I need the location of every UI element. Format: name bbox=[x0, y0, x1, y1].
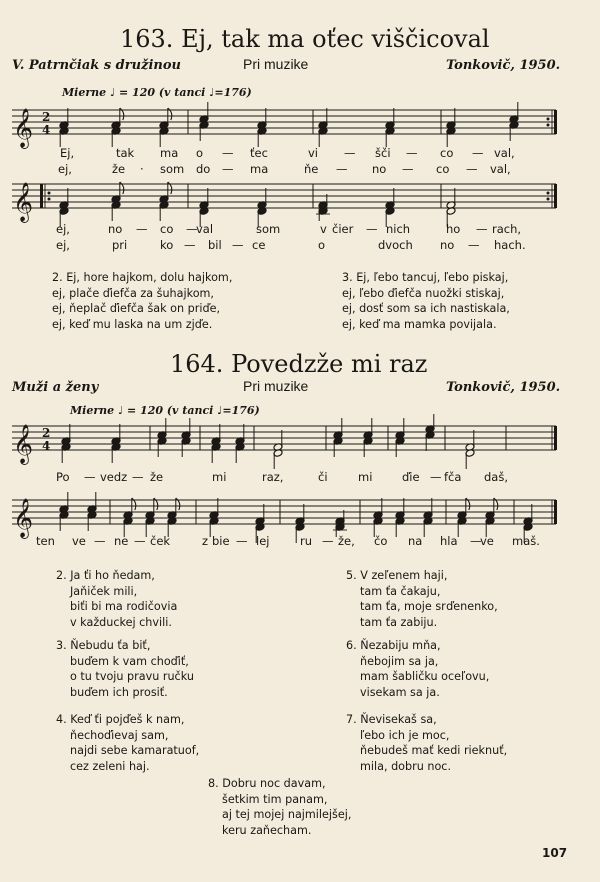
lyric-syllable: — bbox=[132, 470, 144, 484]
repeat-dot bbox=[547, 118, 550, 121]
lyric-syllable: — bbox=[134, 534, 146, 548]
lyric-syllable: o bbox=[318, 238, 326, 252]
lyric-syllable: val bbox=[196, 222, 214, 236]
lyric-syllable: no bbox=[440, 238, 455, 252]
lyric-syllable: ne bbox=[114, 534, 129, 548]
lyric-syllable: ťec bbox=[250, 146, 268, 160]
lyric-syllable: — bbox=[366, 222, 378, 236]
treble-clef-icon: 𝄞 bbox=[13, 424, 34, 464]
lyric-syllable: dvoch bbox=[378, 238, 413, 252]
song-163-stanza-3: 3. Ej, ľebo tancuj, ľebo piskaj, ej, ľebo ďiefča nuožki stiskaj, ej, dosť som sa ich nastiskala, ej, keď ma mamka povijala. bbox=[342, 271, 510, 331]
song-164-lyrics-row2 bbox=[0, 534, 600, 552]
lyric-syllable: bie bbox=[212, 534, 230, 548]
lyric-syllable: — bbox=[472, 146, 484, 160]
song-164-stanza-8: 8. Dobru noc davam, šetkim tim panam, aj tej mojej najmilejšej, keru zaňecham. bbox=[208, 777, 352, 837]
lyric-syllable: — bbox=[468, 238, 480, 252]
song-164-stanza-2: 2. Ja ťi ho ňedam, Jaňiček mili, biťi bi ma rodičovia v každuckej chvili. bbox=[56, 569, 178, 629]
lyric-syllable: — bbox=[84, 470, 96, 484]
song-164-performer: Muži a ženy bbox=[12, 380, 99, 395]
page-number: 107 bbox=[542, 846, 568, 860]
song-163-context: Pri muzike bbox=[243, 56, 309, 72]
repeat-dot bbox=[547, 192, 550, 195]
final-barline-thick bbox=[554, 500, 557, 524]
lyric-syllable: nich bbox=[386, 222, 411, 236]
lyric-syllable: hach. bbox=[494, 238, 526, 252]
lyric-syllable: — bbox=[336, 162, 348, 176]
lyric-syllable: maš. bbox=[512, 534, 540, 548]
lyric-syllable: — bbox=[94, 534, 106, 548]
lyric-syllable: že bbox=[150, 470, 164, 484]
song-163-title: 163. Ej, tak ma oťec viščicoval bbox=[120, 25, 490, 53]
song-163-collector: Tonkovič, 1950. bbox=[446, 58, 561, 73]
lyric-syllable: ten bbox=[36, 534, 55, 548]
song-164-stanza-3: 3. Ňebudu ťa biť, buďem k vam choďiť, o tu tvoju pravu ručku buďem ich prosiť. bbox=[56, 639, 194, 699]
lyric-syllable: ej, bbox=[56, 222, 70, 236]
lyric-syllable: — bbox=[232, 238, 244, 252]
song-163-stanza-2: 2. Ej, hore hajkom, dolu hajkom, ej, plače ďiefča za šuhajkom, ej, ňeplač ďiefča šak on priďe, ej, keď mu laska na um zjďe. bbox=[52, 271, 233, 331]
lyric-syllable: čo bbox=[374, 534, 388, 548]
song-164-collector: Tonkovič, 1950. bbox=[446, 380, 561, 395]
lyric-syllable: na bbox=[408, 534, 423, 548]
treble-clef-icon: 𝄞 bbox=[13, 498, 34, 538]
song-163-tempo: Mierne ♩ = 120 (v tanci ♩=176) bbox=[62, 86, 252, 99]
lyric-syllable: — bbox=[186, 222, 198, 236]
lyric-syllable: ma bbox=[160, 146, 179, 160]
lyric-syllable: bil bbox=[208, 238, 222, 252]
final-barline-thick bbox=[554, 184, 557, 208]
lyric-syllable: ďie bbox=[402, 470, 420, 484]
lyric-syllable: daš, bbox=[484, 470, 508, 484]
lyric-syllable: — bbox=[406, 146, 418, 160]
song-163-lyrics-row2 bbox=[0, 222, 600, 254]
time-signature-bottom: 4 bbox=[42, 439, 51, 453]
lyric-syllable: co bbox=[436, 162, 450, 176]
lyric-syllable: ej, bbox=[58, 162, 72, 176]
lyric-syllable: z bbox=[202, 534, 209, 548]
lyric-syllable: ru bbox=[300, 534, 313, 548]
lyric-syllable: — bbox=[236, 534, 248, 548]
lyric-syllable: — bbox=[136, 222, 148, 236]
lyric-syllable: ho bbox=[446, 222, 461, 236]
lyric-syllable: o bbox=[196, 146, 204, 160]
repeat-dot bbox=[48, 192, 51, 195]
lyric-syllable: či bbox=[318, 470, 328, 484]
lyric-syllable: fča bbox=[444, 470, 462, 484]
song-164-tempo: Mierne ♩ = 120 (v tanci ♩=176) bbox=[70, 404, 260, 417]
song-164-lyrics-row1 bbox=[0, 470, 600, 488]
song-164-title: 164. Povedzže mi raz bbox=[170, 350, 428, 378]
lyric-syllable: že bbox=[112, 162, 126, 176]
lyric-syllable: val, bbox=[490, 162, 511, 176]
lyric-syllable: co bbox=[160, 222, 174, 236]
song-164-stanza-6: 6. Ňezabiju mňa, ňebojim sa ja, mam šabličku oceľovu, visekam sa ja. bbox=[346, 639, 490, 699]
lyric-syllable: lej bbox=[256, 534, 270, 548]
lyric-syllable: — bbox=[222, 162, 234, 176]
lyric-syllable: som bbox=[160, 162, 185, 176]
lyric-syllable: — bbox=[344, 146, 356, 160]
time-signature-bottom: 4 bbox=[42, 123, 51, 137]
song-164-context: Pri muzike bbox=[243, 378, 309, 394]
lyric-syllable: do bbox=[196, 162, 211, 176]
lyric-syllable: — bbox=[466, 162, 478, 176]
lyric-syllable: som bbox=[256, 222, 281, 236]
song-164-stanza-5: 5. V zeľenem haji, tam ťa čakaju, tam ťa, moje srďenenko, tam ťa zabiju. bbox=[346, 569, 498, 629]
lyric-syllable: · bbox=[140, 162, 144, 176]
treble-clef-icon: 𝄞 bbox=[13, 108, 34, 148]
lyric-syllable: ček bbox=[150, 534, 171, 548]
time-signature-top: 2 bbox=[42, 426, 51, 440]
lyric-syllable: mi bbox=[212, 470, 227, 484]
final-barline-thick bbox=[554, 110, 557, 134]
song-164-staff-1 bbox=[0, 414, 600, 474]
lyric-syllable: šči bbox=[375, 146, 391, 160]
lyric-syllable: — bbox=[470, 534, 482, 548]
time-signature-top: 2 bbox=[42, 110, 51, 124]
lyric-syllable: ko bbox=[160, 238, 174, 252]
lyric-syllable: čier bbox=[332, 222, 354, 236]
lyric-syllable: — bbox=[476, 222, 488, 236]
repeat-start-barline bbox=[40, 184, 43, 208]
lyric-syllable: tak bbox=[116, 146, 135, 160]
lyric-syllable: no bbox=[372, 162, 387, 176]
final-barline-thick bbox=[554, 426, 557, 450]
lyric-syllable: no bbox=[108, 222, 123, 236]
treble-clef-icon: 𝄞 bbox=[13, 182, 34, 222]
lyric-syllable: hla bbox=[440, 534, 458, 548]
lyric-syllable: Po bbox=[56, 470, 70, 484]
song-163-performer: V. Patrnčiak s družinou bbox=[12, 58, 181, 73]
lyric-syllable: v bbox=[320, 222, 327, 236]
lyric-syllable: — bbox=[402, 162, 414, 176]
repeat-dot bbox=[547, 124, 550, 127]
lyric-syllable: ňe bbox=[304, 162, 319, 176]
lyric-syllable: — bbox=[322, 534, 334, 548]
lyric-syllable: ma bbox=[250, 162, 269, 176]
lyric-syllable: vedz bbox=[100, 470, 128, 484]
repeat-dot bbox=[48, 198, 51, 201]
song-164-stanza-4: 4. Keď ťi pojďeš k nam, ňechoďievaj sam, najdi sebe kamaratuof, cez zeleni haj. bbox=[56, 713, 200, 773]
lyric-syllable: vi bbox=[308, 146, 319, 160]
lyric-syllable: — bbox=[184, 238, 196, 252]
lyric-syllable: ve bbox=[72, 534, 86, 548]
repeat-dot bbox=[547, 198, 550, 201]
lyric-syllable: pri bbox=[112, 238, 128, 252]
lyric-syllable: Ej, bbox=[60, 146, 75, 160]
lyric-syllable: ve bbox=[480, 534, 494, 548]
lyric-syllable: — bbox=[430, 470, 442, 484]
lyric-syllable: ce bbox=[252, 238, 266, 252]
lyric-syllable: mi bbox=[358, 470, 373, 484]
lyric-syllable: co bbox=[440, 146, 454, 160]
lyric-syllable: rach, bbox=[492, 222, 522, 236]
lyric-syllable: — bbox=[222, 146, 234, 160]
lyric-syllable: val, bbox=[494, 146, 515, 160]
lyric-syllable: že, bbox=[338, 534, 355, 548]
lyric-syllable: ej, bbox=[56, 238, 70, 252]
song-164-stanza-7: 7. Ňevisekaš sa, ľebo ich je moc, ňebudeš mať kedi rieknuť, mila, dobru noc. bbox=[346, 713, 508, 773]
lyric-syllable: raz, bbox=[262, 470, 284, 484]
